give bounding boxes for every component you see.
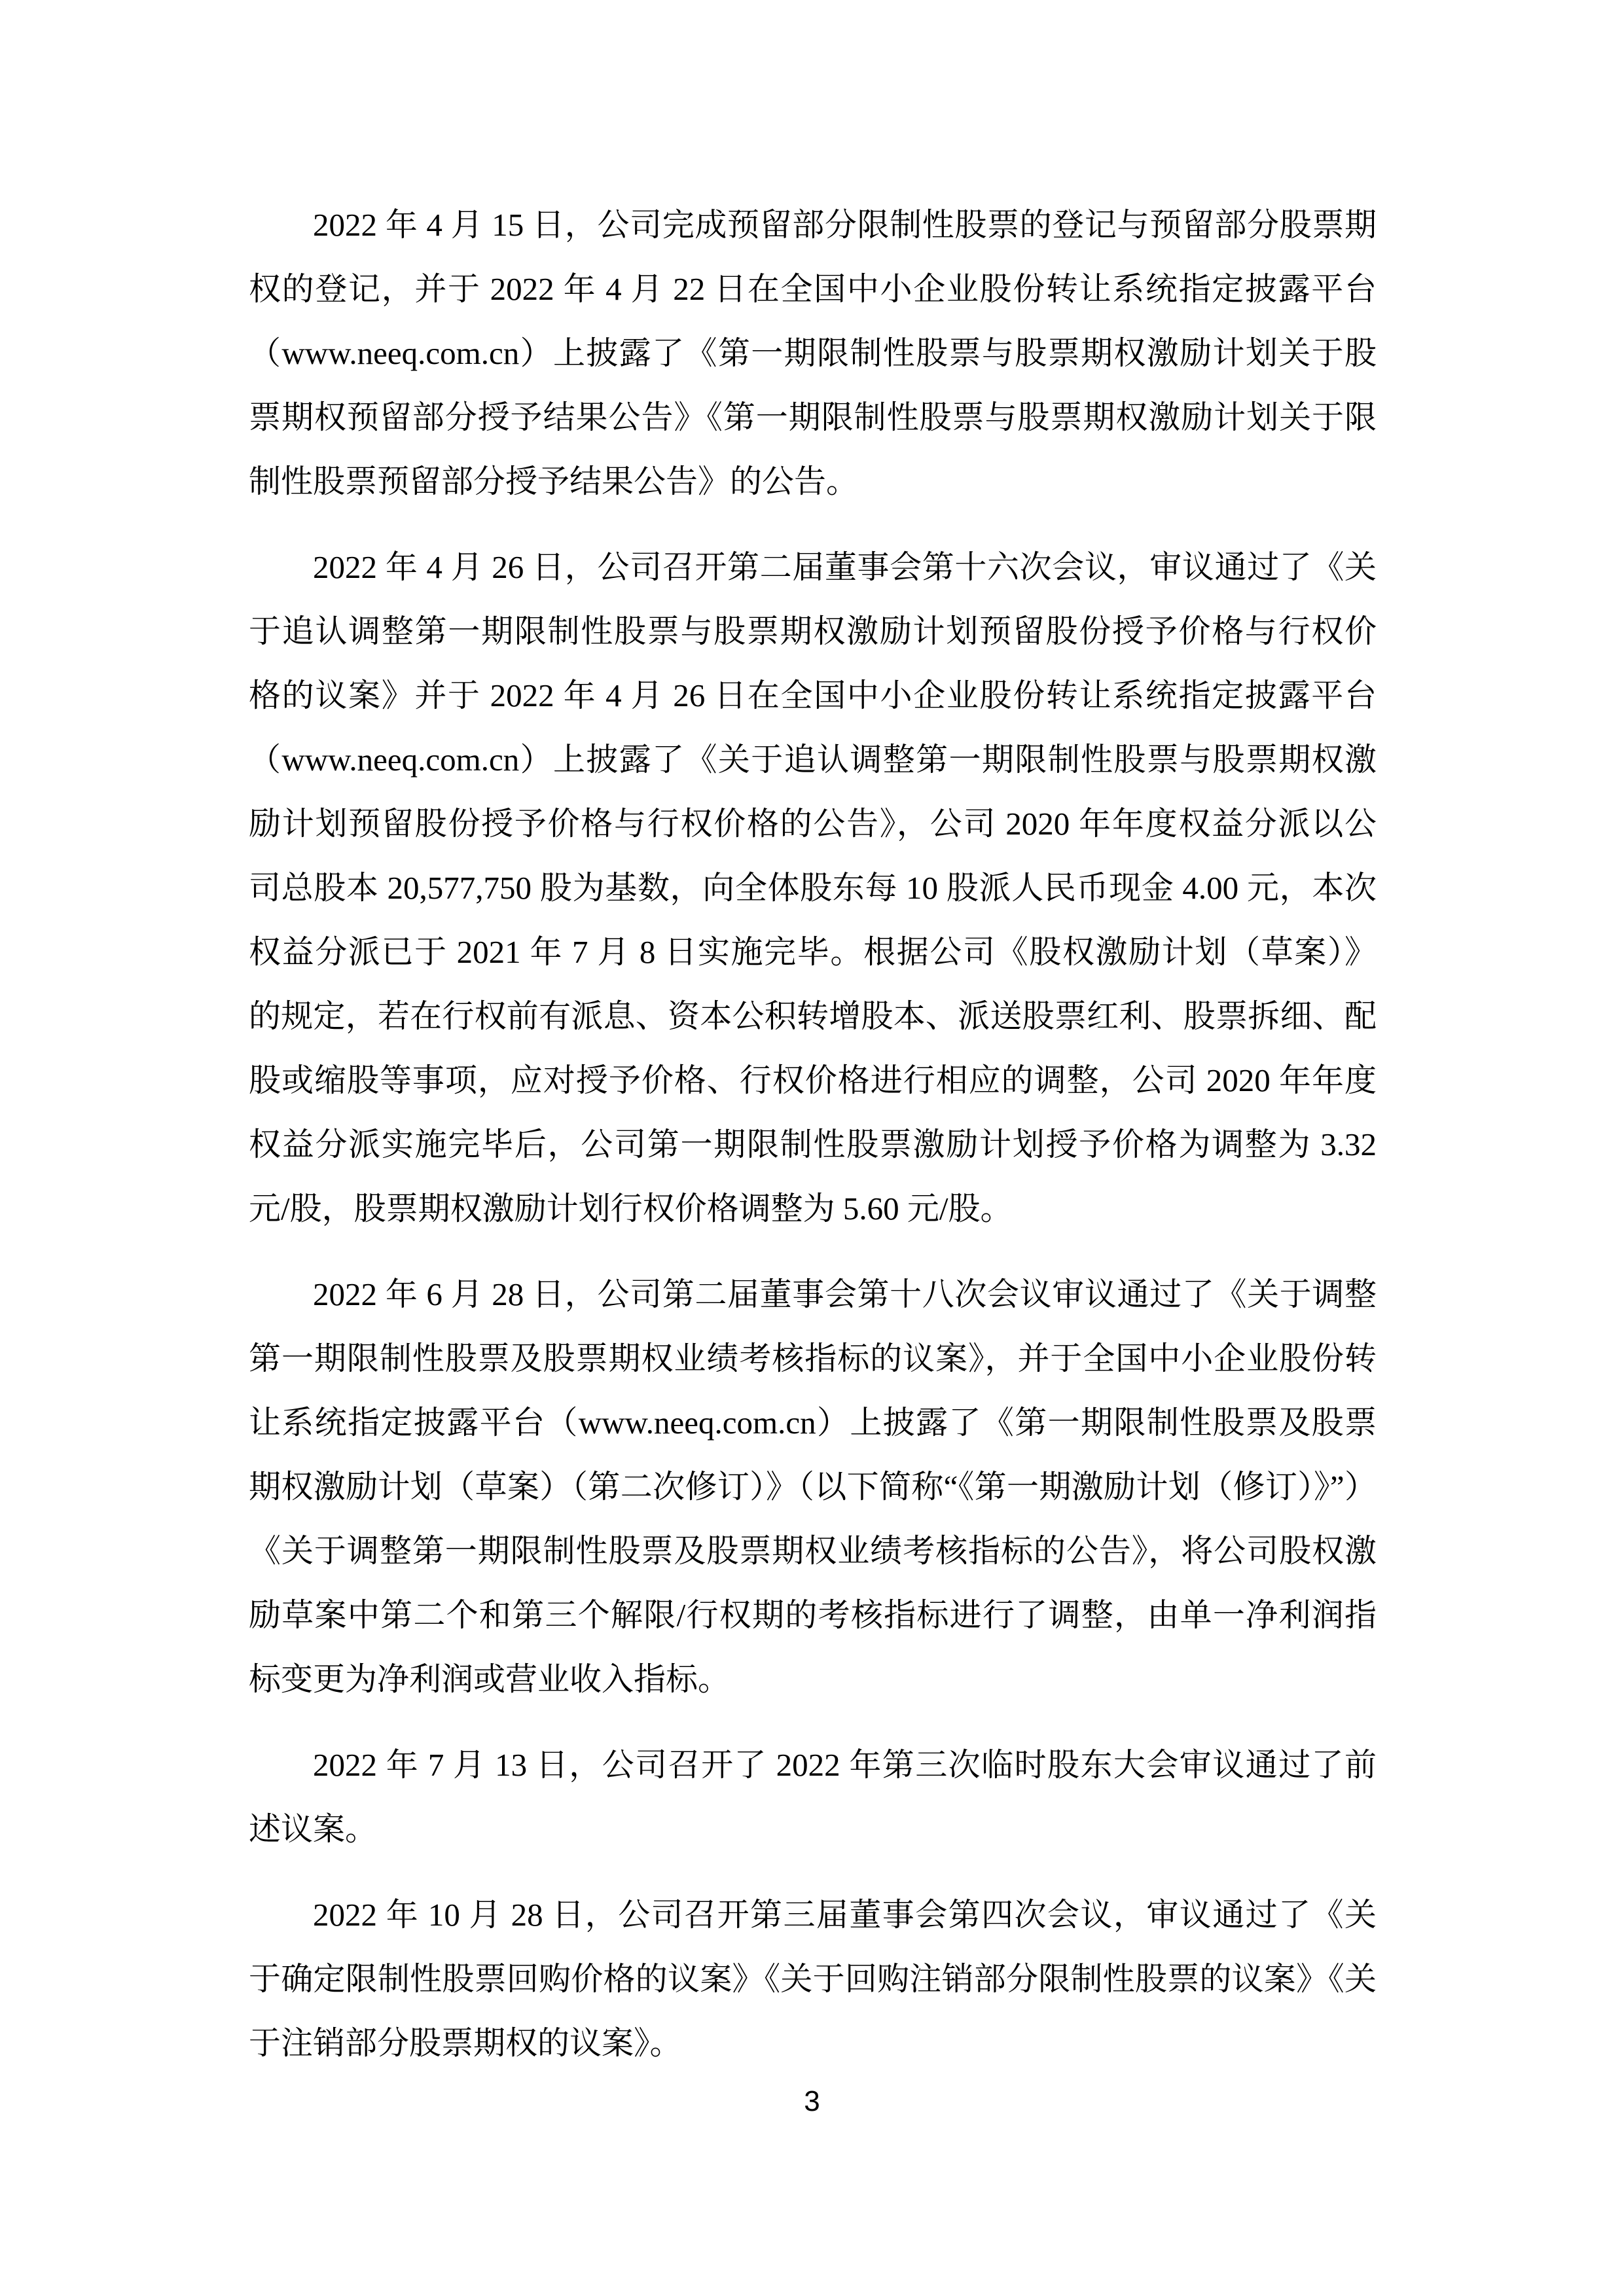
text-line: 权的登记，并于 2022 年 4 月 22 日在全国中小企业股份转让系统指定披露平台 bbox=[249, 271, 1377, 307]
paragraph bbox=[249, 535, 1377, 1241]
text-line: 票期权预留部分授予结果公告》《第一期限制性股票与股票期权激励计划关于限 bbox=[249, 399, 1377, 435]
text-line: 股或缩股等事项，应对授予价格、行权价格进行相应的调整，公司 2020 年年度 bbox=[249, 1062, 1377, 1098]
document-body bbox=[249, 193, 1377, 2097]
paragraph bbox=[249, 193, 1377, 514]
paragraph bbox=[249, 1883, 1377, 2075]
text-line: 《关于调整第一期限制性股票及股票期权业绩考核指标的公告》，将公司股权激 bbox=[249, 1533, 1377, 1569]
text-line: 权益分派已于 2021 年 7 月 8 日实施完毕。根据公司《股权激励计划（草案）》 bbox=[249, 934, 1377, 970]
text-line: 权益分派实施完毕后，公司第一期限制性股票激励计划授予价格为调整为 3.32 bbox=[249, 1126, 1377, 1162]
paragraph bbox=[249, 1263, 1377, 1712]
text-line: 于确定限制性股票回购价格的议案》《关于回购注销部分限制性股票的议案》《关 bbox=[249, 1961, 1377, 1997]
text-line: （www.neeq.com.cn）上披露了《第一期限制性股票与股票期权激励计划关于股 bbox=[249, 335, 1377, 371]
text-line: 励计划预留股份授予价格与行权价格的公告》，公司 2020 年年度权益分派以公 bbox=[249, 806, 1377, 842]
paragraph bbox=[249, 1733, 1377, 1861]
page-number: 3 bbox=[804, 2085, 820, 2117]
text-line: 2022 年 10 月 28 日，公司召开第三届董事会第四次会议，审议通过了《关 bbox=[313, 1897, 1377, 1933]
text-line: 励草案中第二个和第三个解限/行权期的考核指标进行了调整，由单一净利润指 bbox=[249, 1597, 1377, 1633]
text-line: 第一期限制性股票及股票期权业绩考核指标的议案》，并于全国中小企业股份转 bbox=[249, 1340, 1377, 1376]
text-line: 2022 年 6 月 28 日，公司第二届董事会第十八次会议审议通过了《关于调整 bbox=[313, 1276, 1377, 1312]
text-line: 元/股，股票期权激励计划行权价格调整为 5.60 元/股。 bbox=[249, 1191, 1013, 1227]
text-line: 述议案。 bbox=[249, 1811, 378, 1847]
text-line: 期权激励计划（草案）（第二次修订）》（以下简称“《第一期激励计划（修订）》”） bbox=[249, 1469, 1377, 1505]
text-line: （www.neeq.com.cn）上披露了《关于追认调整第一期限制性股票与股票期权激 bbox=[249, 742, 1377, 778]
text-line: 标变更为净利润或营业收入指标。 bbox=[249, 1661, 731, 1697]
text-line: 2022 年 4 月 15 日，公司完成预留部分限制性股票的登记与预留部分股票期 bbox=[313, 207, 1377, 243]
text-line: 于追认调整第一期限制性股票与股票期权激励计划预留股份授予价格与行权价 bbox=[249, 613, 1377, 649]
text-line: 的规定，若在行权前有派息、资本公积转增股本、派送股票红利、股票拆细、配 bbox=[249, 998, 1377, 1034]
text-line: 制性股票预留部分授予结果公告》的公告。 bbox=[249, 463, 859, 499]
text-line: 司总股本 20,577,750 股为基数，向全体股东每 10 股派人民币现金 4.00 元，本次 bbox=[249, 870, 1377, 906]
text-line: 2022 年 4 月 26 日，公司召开第二届董事会第十六次会议，审议通过了《关 bbox=[313, 549, 1377, 585]
text-line: 2022 年 7 月 13 日，公司召开了 2022 年第三次临时股东大会审议通过了前 bbox=[313, 1747, 1377, 1783]
text-line: 格的议案》并于 2022 年 4 月 26 日在全国中小企业股份转让系统指定披露平台 bbox=[249, 677, 1377, 713]
text-line: 让系统指定披露平台（www.neeq.com.cn）上披露了《第一期限制性股票及股票 bbox=[249, 1405, 1377, 1441]
text-line: 于注销部分股票期权的议案》。 bbox=[249, 2025, 682, 2061]
